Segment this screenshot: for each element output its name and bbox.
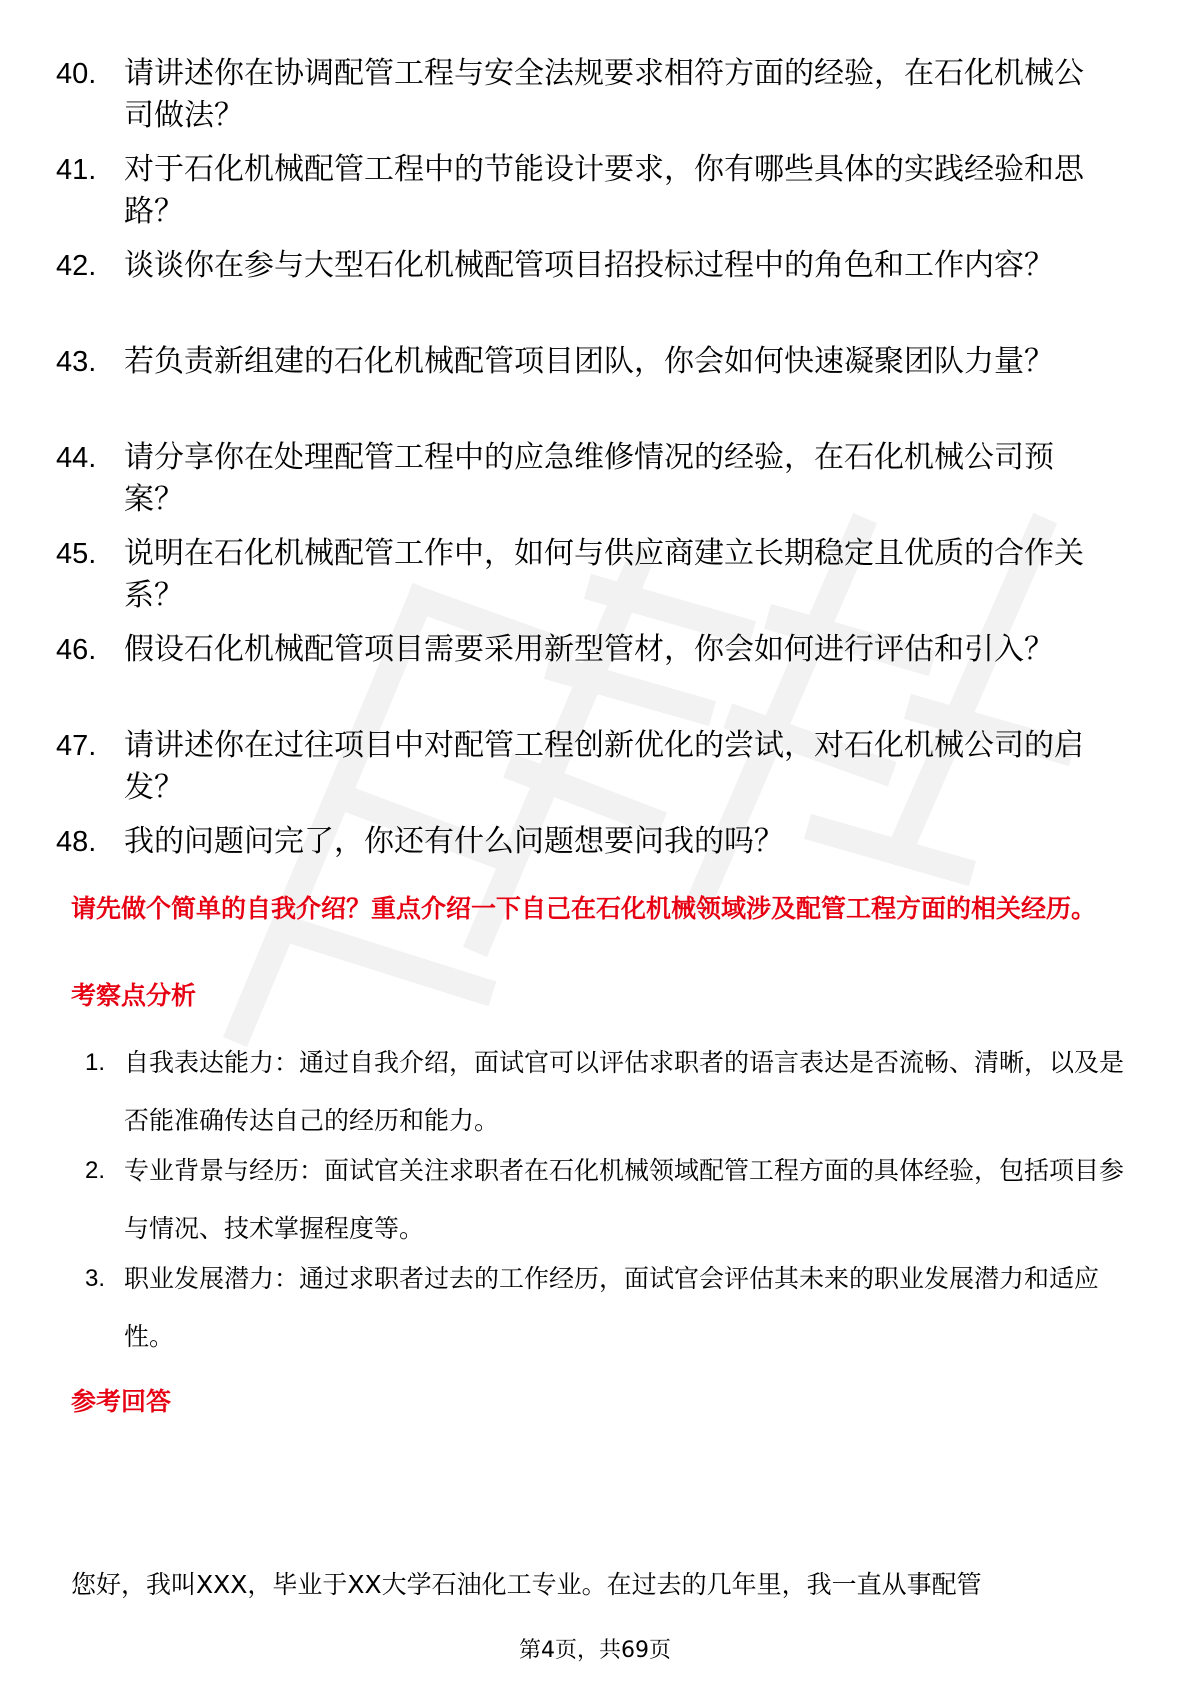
question-text: 请分享你在处理配管工程中的应急维修情况的经验，在石化机械公司预案？ [124, 440, 1054, 517]
analysis-number: 1. [85, 1049, 106, 1076]
question-number: 47. [56, 730, 97, 762]
question-text: 请讲述你在协调配管工程与安全法规要求相符方面的经验，在石化机械公司做法？ [124, 56, 1084, 133]
analysis-text: 职业发展潜力：通过求职者过去的工作经历，面试官会评估其未来的职业发展潜力和适应性。 [124, 1264, 1100, 1351]
question-text: 说明在石化机械配管工作中，如何与供应商建立长期稳定且优质的合作关系？ [124, 536, 1084, 613]
analysis-text: 专业背景与经历：面试官关注求职者在石化机械领域配管工程方面的具体经验，包括项目参与情况、技术掌握程度等。 [124, 1156, 1125, 1243]
question-number: 45. [56, 538, 97, 570]
question-text: 对于石化机械配管工程中的节能设计要求，你有哪些具体的实践经验和思路？ [124, 152, 1084, 229]
question-text: 请讲述你在过往项目中对配管工程创新优化的尝试，对石化机械公司的启发？ [124, 728, 1084, 805]
question-number: 40. [56, 58, 97, 90]
question-number: 44. [56, 442, 97, 474]
analysis-text: 自我表达能力：通过自我介绍，面试官可以评估求职者的语言表达是否流畅、清晰，以及是否能准确传达自己的经历和能力。 [124, 1048, 1125, 1135]
question-text: 若负责新组建的石化机械配管项目团队，你会如何快速凝聚团队力量？ [124, 344, 1054, 379]
question-number: 42. [56, 250, 97, 282]
question-text: 谈谈你在参与大型石化机械配管项目招投标过程中的角色和工作内容？ [124, 248, 1054, 283]
question-number: 41. [56, 154, 97, 186]
page-number: 第4页，共69页 [519, 1638, 671, 1663]
question-text: 假设石化机械配管项目需要采用新型管材，你会如何进行评估和引入？ [124, 632, 1054, 667]
question-number: 43. [56, 346, 97, 378]
analysis-number: 2. [85, 1157, 106, 1184]
analysis-number: 3. [85, 1265, 106, 1292]
question-number: 46. [56, 634, 97, 666]
question-number: 48. [56, 826, 97, 858]
analysis-heading: 考察点分析 [71, 981, 197, 1010]
answer-text: 您好，我叫XXX，毕业于XX大学石油化工专业。在过去的几年里，我一直从事配管 [71, 1570, 982, 1599]
question-text: 我的问题问完了，你还有什么问题想要问我的吗？ [124, 824, 784, 859]
interview-question-heading: 请先做个简单的自我介绍？重点介绍一下自己在石化机械领域涉及配管工程方面的相关经历。 [71, 894, 1097, 923]
answer-heading: 参考回答 [71, 1387, 172, 1416]
